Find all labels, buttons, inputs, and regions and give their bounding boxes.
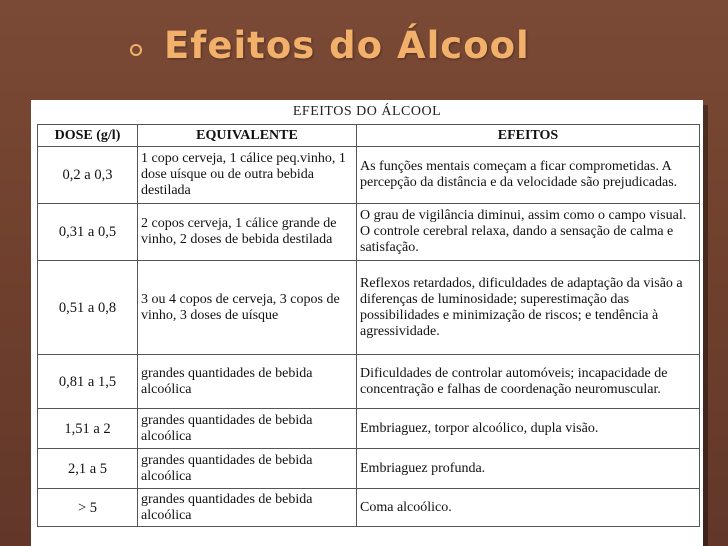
equivalente-cell: grandes quantidades de bebida alcoólica xyxy=(138,449,357,489)
table-row xyxy=(38,489,700,527)
dose-cell: 2,1 a 5 xyxy=(38,449,138,489)
equivalente-cell: 1 copo cerveja, 1 cálice peq.vinho, 1 dose uísque ou de outra bebida destilada xyxy=(138,147,357,204)
title-bullet-icon xyxy=(130,44,142,56)
table-title: EFEITOS DO ÁLCOOL xyxy=(292,104,442,119)
table-row xyxy=(38,409,700,449)
table-row xyxy=(38,261,700,355)
equivalente-cell: 2 copos cerveja, 1 cálice grande de vinho, 2 doses de bebida destilada xyxy=(138,204,357,261)
table-sheet xyxy=(31,100,703,546)
effects-table xyxy=(37,124,700,527)
table-row xyxy=(38,147,700,204)
dose-cell: 0,51 a 0,8 xyxy=(38,261,138,355)
efeitos-cell: Dificuldades de controlar automóveis; incapacidade de concentração e falhas de coordenação neuromuscular. xyxy=(357,355,700,409)
header-equivalente: EQUIVALENTE xyxy=(138,125,357,147)
equivalente-cell: 3 ou 4 copos de cerveja, 3 copos de vinho, 3 doses de uísque xyxy=(138,261,357,355)
table-row xyxy=(38,355,700,409)
dose-cell: 0,81 a 1,5 xyxy=(38,355,138,409)
efeitos-cell: As funções mentais começam a ficar comprometidas. A percepção da distância e da velocidade são prejudicadas. xyxy=(357,147,700,204)
table-header-row xyxy=(38,125,700,147)
header-efeitos: EFEITOS xyxy=(357,125,700,147)
dose-cell: > 5 xyxy=(38,489,138,527)
header-dose: DOSE (g/l) xyxy=(38,125,138,147)
efeitos-cell: O grau de vigilância diminui, assim como o campo visual. O controle cerebral relaxa, dando a sensação de calma e satisfação. xyxy=(357,204,700,261)
table-row xyxy=(38,449,700,489)
slide-title: Efeitos do Álcool xyxy=(164,24,530,67)
efeitos-cell: Reflexos retardados, dificuldades de adaptação da visão a diferenças de luminosidade; superestimação das possibilidades e minimização de riscos; e tendência à agressividade. xyxy=(357,261,700,355)
efeitos-cell: Embriaguez profunda. xyxy=(357,449,700,489)
equivalente-cell: grandes quantidades de bebida alcoólica xyxy=(138,355,357,409)
table-row xyxy=(38,204,700,261)
efeitos-cell: Coma alcoólico. xyxy=(357,489,700,527)
efeitos-cell: Embriaguez, torpor alcoólico, dupla visão. xyxy=(357,409,700,449)
dose-cell: 0,31 a 0,5 xyxy=(38,204,138,261)
equivalente-cell: grandes quantidades de bebida alcoólica xyxy=(138,409,357,449)
dose-cell: 1,51 a 2 xyxy=(38,409,138,449)
dose-cell: 0,2 a 0,3 xyxy=(38,147,138,204)
equivalente-cell: grandes quantidades de bebida alcoólica xyxy=(138,489,357,527)
